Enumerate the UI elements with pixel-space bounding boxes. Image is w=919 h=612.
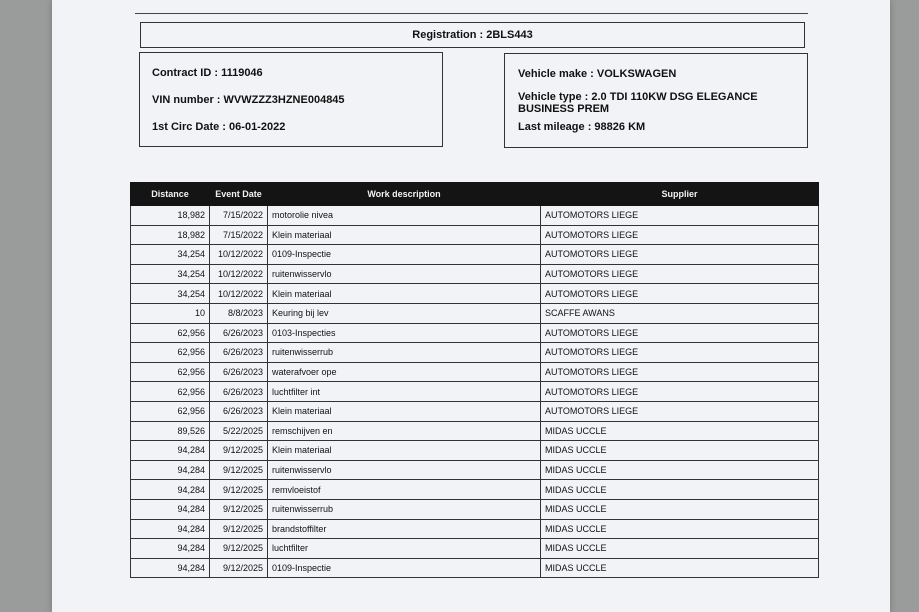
cell-distance: 34,254 [131,284,210,304]
contract-id-value: 1119046 [221,67,263,79]
cell-event-date: 9/12/2025 [210,539,268,559]
vin-line [152,94,345,106]
registration-box [140,22,805,48]
table-row [131,382,819,402]
cell-distance: 94,284 [131,480,210,500]
cell-work-description: Keuring bij lev [268,303,541,323]
vehicle-make-value: VOLKSWAGEN [596,68,677,80]
table-row [131,284,819,304]
last-mileage-value: 98826 KM [594,121,646,133]
cell-event-date: 9/12/2025 [210,499,268,519]
cell-work-description: ruitenwisservlo [268,460,541,480]
last-mileage-line [518,121,645,133]
cell-supplier: MIDAS UCCLE [541,460,819,480]
cell-supplier: MIDAS UCCLE [541,441,819,461]
table-row [131,558,819,578]
cell-work-description: Klein materiaal [268,401,541,421]
cell-work-description: luchtfilter int [268,382,541,402]
cell-work-description: Klein materiaal [268,441,541,461]
cell-distance: 62,956 [131,323,210,343]
cell-supplier: AUTOMOTORS LIEGE [541,206,819,226]
cell-supplier: AUTOMOTORS LIEGE [541,264,819,284]
cell-supplier: AUTOMOTORS LIEGE [541,225,819,245]
cell-supplier: AUTOMOTORS LIEGE [541,245,819,265]
cell-work-description: 0109-Inspectie [268,245,541,265]
vin-value: WVWZZZ3HZNE004845 [223,94,345,106]
cell-supplier: MIDAS UCCLE [541,558,819,578]
cell-distance: 94,284 [131,519,210,539]
cell-event-date: 7/15/2022 [210,225,268,245]
cell-work-description: luchtfilter [268,539,541,559]
vehicle-type-line [518,91,778,115]
cell-work-description: remschijven en [268,421,541,441]
cell-work-description: 0103-Inspecties [268,323,541,343]
vin-label: VIN number : [152,94,221,106]
cell-work-description: waterafvoer ope [268,362,541,382]
cell-event-date: 7/15/2022 [210,206,268,226]
cell-distance: 89,526 [131,421,210,441]
table-row [131,401,819,421]
table-row [131,499,819,519]
cell-supplier: AUTOMOTORS LIEGE [541,401,819,421]
cell-event-date: 9/12/2025 [210,519,268,539]
cell-distance: 34,254 [131,245,210,265]
registration-value: 2BLS443 [486,29,533,41]
vehicle-info-box [504,53,808,148]
table-header-row [131,183,819,206]
header-event-date: Event Date [210,183,268,206]
cell-supplier: MIDAS UCCLE [541,499,819,519]
cell-distance: 62,956 [131,382,210,402]
cell-supplier: AUTOMOTORS LIEGE [541,323,819,343]
cell-supplier: MIDAS UCCLE [541,421,819,441]
cell-supplier: AUTOMOTORS LIEGE [541,284,819,304]
table-row [131,303,819,323]
table-row [131,421,819,441]
cell-supplier: SCAFFE AWANS [541,303,819,323]
cell-work-description: motorolie nivea [268,206,541,226]
cell-distance: 18,982 [131,206,210,226]
vehicle-make-line [518,68,676,80]
table-row [131,343,819,363]
last-mileage-label: Last mileage : [518,121,592,133]
cell-event-date: 6/26/2023 [210,323,268,343]
cell-distance: 10 [131,303,210,323]
cell-supplier: MIDAS UCCLE [541,539,819,559]
circ-date-label: 1st Circ Date : [152,121,226,133]
circ-date-line [152,121,285,133]
table-row [131,480,819,500]
cell-work-description: Klein materiaal [268,225,541,245]
cell-event-date: 10/12/2022 [210,245,268,265]
cell-distance: 62,956 [131,343,210,363]
table-row [131,264,819,284]
cell-event-date: 6/26/2023 [210,382,268,402]
cell-distance: 94,284 [131,499,210,519]
top-rule [135,13,808,14]
table-row [131,323,819,343]
cell-supplier: AUTOMOTORS LIEGE [541,362,819,382]
cell-distance: 94,284 [131,460,210,480]
cell-supplier: AUTOMOTORS LIEGE [541,382,819,402]
cell-distance: 62,956 [131,362,210,382]
cell-event-date: 6/26/2023 [210,362,268,382]
cell-event-date: 9/12/2025 [210,558,268,578]
table-row [131,460,819,480]
contract-info-box [139,52,443,147]
contract-id-line [152,67,263,79]
table-row [131,519,819,539]
table-row [131,441,819,461]
cell-event-date: 8/8/2023 [210,303,268,323]
header-supplier: Supplier [541,183,819,206]
cell-work-description: remvloeistof [268,480,541,500]
cell-supplier: MIDAS UCCLE [541,519,819,539]
cell-distance: 94,284 [131,558,210,578]
vehicle-type-label: Vehicle type : [518,91,589,103]
cell-work-description: ruitenwisservlo [268,264,541,284]
header-work-description: Work description [268,183,541,206]
cell-distance: 62,956 [131,401,210,421]
work-history-table [130,182,819,578]
table-row [131,362,819,382]
table-row [131,206,819,226]
circ-date-value: 06-01-2022 [229,121,286,133]
cell-event-date: 10/12/2022 [210,284,268,304]
cell-event-date: 9/12/2025 [210,480,268,500]
cell-event-date: 9/12/2025 [210,441,268,461]
table-row [131,245,819,265]
cell-work-description: ruitenwisserrub [268,499,541,519]
vehicle-type-value: 2.0 TDI 110KW DSG ELEGANCE BUSINESS PREM [518,91,758,115]
cell-event-date: 10/12/2022 [210,264,268,284]
cell-event-date: 5/22/2025 [210,421,268,441]
cell-distance: 94,284 [131,539,210,559]
cell-distance: 18,982 [131,225,210,245]
cell-supplier: AUTOMOTORS LIEGE [541,343,819,363]
cell-event-date: 9/12/2025 [210,460,268,480]
registration-label: Registration : [412,29,484,41]
cell-event-date: 6/26/2023 [210,401,268,421]
header-distance: Distance [131,183,210,206]
table-row [131,225,819,245]
vehicle-make-label: Vehicle make : [518,68,594,80]
table-row [131,539,819,559]
cell-work-description: Klein materiaal [268,284,541,304]
cell-distance: 94,284 [131,441,210,461]
cell-event-date: 6/26/2023 [210,343,268,363]
cell-distance: 34,254 [131,264,210,284]
table-body [131,206,819,578]
contract-id-label: Contract ID : [152,67,218,79]
cell-work-description: 0109-Inspectie [268,558,541,578]
cell-work-description: brandstoffilter [268,519,541,539]
cell-supplier: MIDAS UCCLE [541,480,819,500]
cell-work-description: ruitenwisserrub [268,343,541,363]
